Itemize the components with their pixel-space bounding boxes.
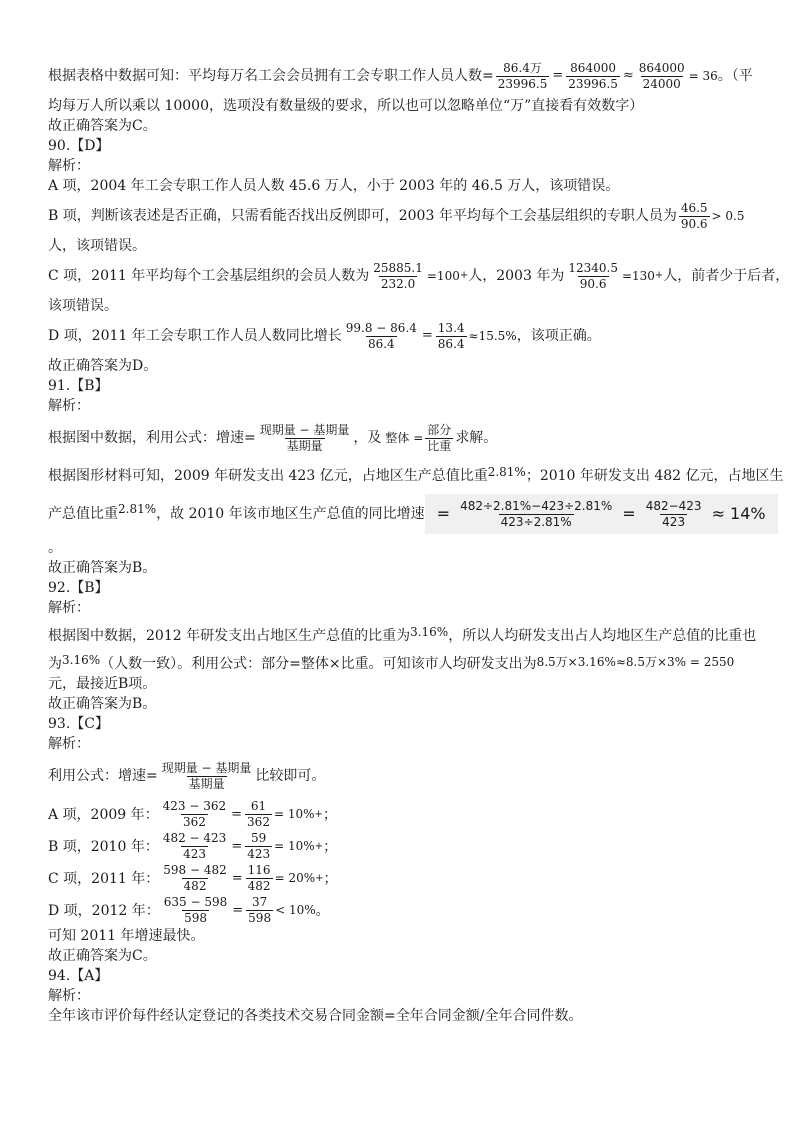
q90-option-c-cont: 该项错误。 <box>48 298 118 314</box>
q90-d-fraction-1: $\frac{99.8 - 86.4}{86.4}$ <box>345 320 417 351</box>
q91-title: 91.【B】 <box>48 378 109 394</box>
q93-answer: 故正确答案为C。 <box>48 948 157 964</box>
q91-line3: 产总值比重 2.81% ，故 2010 年该市地区生产总值的同比增速 = $\frac{482\div 2.81\%-423\div 2.81\%}{423\div 2.81\%}$ = $\frac{482-423}{423}$ ≈ 14% <box>48 490 760 538</box>
p1-result: = 36 <box>688 69 718 83</box>
p1-line1: 根据表格中数据可知：平均每万名工会会员拥有工会专职工作人员人数= $\frac{\text{86.4万}}{23996.5}$ = $\frac{864000}{23996.5}$ ≈ $\frac{864000}{24000}$ = 36 。（平 <box>48 60 753 91</box>
q92-line3: 元，最接近B项。 <box>48 676 157 692</box>
q91-line4: 。 <box>48 540 62 556</box>
q90-d-fraction-2: $\frac{13.4}{86.4}$ <box>437 320 465 351</box>
p1-fraction-1: $\frac{\text{86.4万}}{23996.5}$ <box>497 60 548 91</box>
q91-answer: 故正确答案为B。 <box>48 560 157 576</box>
q92-title: 92.【B】 <box>48 580 109 596</box>
q94-line1: 全年该市评价每件经认定登记的各类技术交易合同金额=全年合同金额/全年合同件数。 <box>48 1008 583 1024</box>
q93-title: 93.【C】 <box>48 716 109 732</box>
q91-whole-formula: $\frac{\text{部分}}{\text{比重}}$ <box>427 422 452 453</box>
p1-tail: 。（平 <box>717 68 753 84</box>
q94-jiexi: 解析： <box>48 988 90 1004</box>
q93-option-c: C 项，2011 年： $\frac{598 - 482}{482}$ = $\frac{116}{482}$ = 20% + ； <box>48 862 338 893</box>
q92-line2: 为3.16%（人数一致）。利用公式：部分=整体×比重。可知该市人均研发支出为8.5万×3.16%≈8.5万×3% = 2550 <box>48 653 735 672</box>
p1-answer: 故正确答案为C。 <box>48 118 157 134</box>
p1-line2: 均每万人所以乘以 10000，选项没有数量级的要求，所以也可以忽略单位“万”直接看有效数字） <box>48 98 644 114</box>
q92-jiexi: 解析： <box>48 600 90 616</box>
q90-answer: 故正确答案为D。 <box>48 358 158 374</box>
q90-option-c: C 项，2011 年平均每个工会基层组织的会员人数为 $\frac{25885.1}{232.0}$ =100 + 人，2003 年为 $\frac{12340.5}{90.6}$ =130 + 人，前者少于后者， <box>48 260 790 291</box>
q92-answer: 故正确答案为B。 <box>48 696 157 712</box>
q90-c-fraction-2: $\frac{12340.5}{90.6}$ <box>568 260 618 291</box>
q91-calculation-box: = $\frac{482\div 2.81\%-423\div 2.81\%}{423\div 2.81\%}$ = $\frac{482-423}{423}$ ≈ 14% <box>425 494 778 534</box>
p1-fraction-2: $\frac{864000}{23996.5}$ <box>568 60 618 91</box>
q90-option-a: A 项，2004 年工会专职工作人员人数 45.6 万人，小于 2003 年的 46.5 万人，该项错误。 <box>48 178 620 194</box>
q90-title: 90.【D】 <box>48 138 110 154</box>
q91-jiexi: 解析： <box>48 398 90 414</box>
q90-b-fraction: $\frac{46.5}{90.6}$ <box>680 200 708 231</box>
p1-fraction-3: $\frac{864000}{24000}$ <box>638 60 685 91</box>
q90-c-fraction-1: $\frac{25885.1}{232.0}$ <box>373 260 423 291</box>
q90-option-b: B 项，判断该表述是否正确，只需看能否找出反例即可，2003 年平均每个工会基层组织的专职人员为 $\frac{46.5}{90.6}$ > 0.5 <box>48 200 745 231</box>
p1-approx: ≈ <box>622 68 634 83</box>
q93-jiexi: 解析： <box>48 736 90 752</box>
q91-growth-formula: $\frac{\text{现期量 − 基期量}}{\text{基期量}}$ <box>259 422 350 453</box>
q94-title: 94.【A】 <box>48 968 109 984</box>
q93-option-b: B 项，2010 年： $\frac{482 - 423}{423}$ = $\frac{59}{423}$ = 10% + ； <box>48 830 338 861</box>
q91-line2: 根据图形材料可知，2009 年研发支出 423 亿元，占地区生产总值比重2.81%；2010 年研发支出 482 亿元，占地区生 <box>48 465 784 484</box>
solution-document <box>48 56 790 1026</box>
q90-option-d: D 项，2011 年工会专职工作人员人数同比增长 $\frac{99.8 - 86.4}{86.4}$ = $\frac{13.4}{86.4}$ ≈15.5% ，该项正确。 <box>48 320 601 351</box>
q93-growth-formula: $\frac{\text{现期量 − 基期量}}{\text{基期量}}$ <box>161 760 252 791</box>
p1-text: 根据表格中数据可知：平均每万名工会会员拥有工会专职工作人员人数= <box>48 68 494 84</box>
q90-jiexi: 解析： <box>48 158 90 174</box>
q90-option-b-cont: 人，该项错误。 <box>48 238 146 254</box>
q93-formula-line: 利用公式：增速= $\frac{\text{现期量 − 基期量}}{\text{基期量}}$ 比较即可。 <box>48 760 326 791</box>
q91-formula-line: 根据图中数据，利用公式：增速= $\frac{\text{现期量 − 基期量}}{\text{基期量}}$ ，及 整体 = $\frac{\text{部分}}{\text{比重}}$ 求解。 <box>48 422 498 453</box>
q93-conclusion: 可知 2011 年增速最快。 <box>48 928 205 944</box>
q93-option-d: D 项，2012 年： $\frac{635 - 598}{598}$ = $\frac{37}{598}$ < 10% 。 <box>48 894 330 925</box>
q92-line1: 根据图中数据，2012 年研发支出占地区生产总值的比重为3.16%，所以人均研发支出占人均地区生产总值的比重也 <box>48 625 757 644</box>
q93-option-a: A 项，2009 年： $\frac{423 - 362}{362}$ = $\frac{61}{362}$ = 10% + ； <box>48 798 337 829</box>
